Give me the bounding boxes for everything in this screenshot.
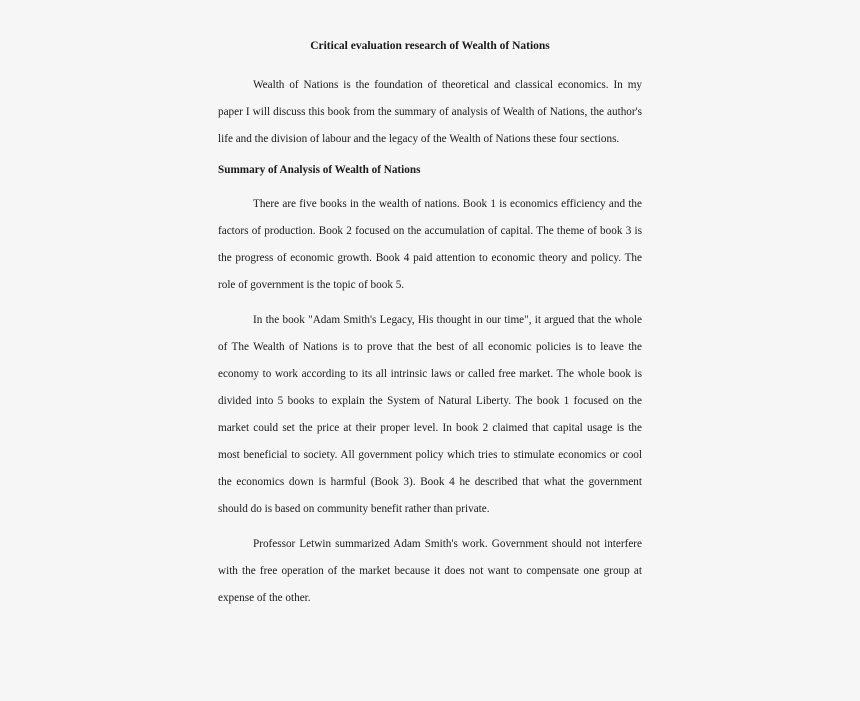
document-title: Critical evaluation research of Wealth of Nations xyxy=(310,40,550,52)
body-paragraph: There are five books in the wealth of nations. Book 1 is economics efficiency and the factors of production. Book 2 focused on the accumulation of capital. The theme of book 3 is the progress of economic growth. Book 4 paid attention to economic theory and policy. The role of government is the topic of book 5. xyxy=(218,198,642,291)
section-heading: Summary of Analysis of Wealth of Nations xyxy=(218,164,421,176)
body-paragraph: In the book "Adam Smith's Legacy, His thought in our time", it argued that the whole of The Wealth of Nations is to prove that the best of all economic policies is to leave the economy to work according to its all intrinsic laws or called free market. The whole book is divided into 5 books to explain the System of Natural Liberty. The book 1 focused on the market could set the price at their proper level. In book 2 claimed that capital usage is the most beneficial to society. All government policy which tries to stimulate economics or cool the economics down is harmful (Book 3). Book 4 he described that what the government should do is based on community benefit rather than private. xyxy=(218,314,642,515)
intro-paragraph: Wealth of Nations is the foundation of theoretical and classical economics. In my paper I will discuss this book from the summary of analysis of Wealth of Nations, the author's life and the division of labour and the legacy of the Wealth of Nations these four sections. xyxy=(218,79,642,145)
document-page xyxy=(218,37,642,612)
body-paragraph: Professor Letwin summarized Adam Smith's work. Government should not interfere with the free operation of the market because it does not want to compensate one group at expense of the other. xyxy=(218,538,642,604)
